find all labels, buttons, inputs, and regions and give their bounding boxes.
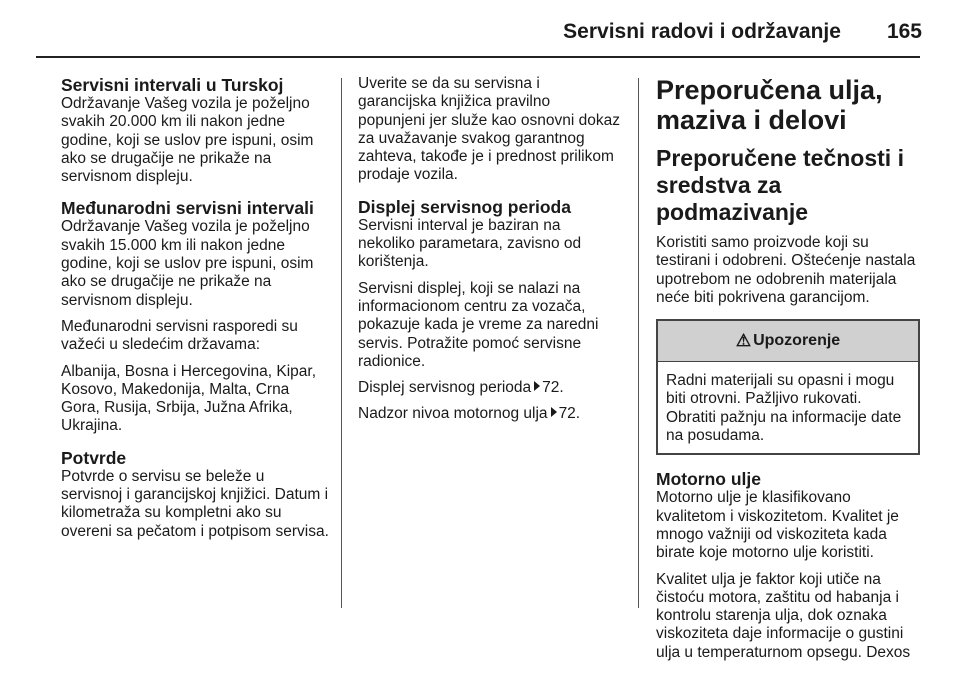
header-rule — [36, 56, 920, 58]
paragraph: Uverite se da su servisna i garancijska knjižica pravilno popunjeni jer služe kao osnovni dokaz za uvažavanje svakog garantnog zahteva, takođe je i prednost prilikom prodaje vozila. — [358, 75, 620, 184]
paragraph: Potvrde o servisu se beleže u servisnoj i garancijskoj knjižici. Datum i kilometraža su kompletni ako su overeni sa pečatom i potpisom servisa. — [61, 467, 329, 540]
page-header — [563, 20, 922, 44]
paragraph: Održavanje Vašeg vozila je poželjno svakih 15.000 km ili nakon jedne godine, koji se uslov pre ispuni, osim ako se drugačije ne prikaže na servisnom displeju. — [61, 218, 314, 309]
chapter-heading: Preporučena ulja, maziva i delovi — [656, 75, 883, 135]
warning-header — [658, 321, 918, 362]
section-confirmations — [61, 448, 329, 541]
header-title: Servisni radovi i održavanje — [563, 20, 841, 43]
reference-text: Nadzor nivoa motornog ulja — [358, 405, 548, 423]
column-3 — [656, 75, 920, 674]
column-divider — [341, 78, 342, 608]
section-heading: Displej servisnog perioda — [358, 196, 571, 217]
page-reference: 72. — [542, 379, 564, 397]
subchapter-heading: Preporučene tečnosti i sredstva za podmazivanje — [656, 145, 904, 225]
warning-title: Upozorenje — [753, 332, 841, 350]
warning-box — [656, 319, 920, 455]
warning-body: Radni materijali su opasni i mogu biti otrovni. Pažljivo rukovati. Obratiti pažnju na informacije date na posudama. — [666, 372, 902, 445]
paragraph: Motorno ulje je klasifikovano kvalitetom i viskozitetom. Kvalitet je mnogo važniji od viskoziteta kada birate koje motorno ulje koristiti. — [656, 489, 899, 562]
cross-reference — [358, 379, 620, 397]
page-reference: 72. — [558, 405, 581, 423]
triangle-arrow-icon — [551, 407, 557, 417]
section-heading: Potvrde — [61, 447, 127, 468]
section-international-intervals — [61, 198, 329, 435]
column-divider — [638, 78, 639, 608]
column-1 — [61, 75, 329, 553]
page-number: 165 — [886, 20, 922, 43]
section-service-display — [358, 197, 620, 424]
section-engine-oil — [656, 469, 920, 662]
section-heading: Međunarodni servisni intervali — [61, 198, 314, 219]
warning-triangle-icon: ⚠ — [735, 331, 752, 351]
section-heading: Motorno ulje — [656, 469, 761, 490]
cross-reference — [358, 405, 620, 423]
column-2 — [358, 75, 620, 436]
section-heading: Servisni intervali u Turskoj — [61, 75, 284, 95]
reference-text: Displej servisnog perioda — [358, 379, 532, 397]
triangle-arrow-icon — [534, 381, 540, 391]
paragraph: Servisni displej, koji se nalazi na informacionom centru za vozača, pokazuje kada je vreme za naredni servis. Potražite pomoć servisne radionice. — [358, 279, 599, 370]
paragraph: Albanija, Bosna i Hercegovina, Kipar, Kosovo, Makedonija, Malta, Crna Gora, Rusija, Srbija, Južna Afrika, Ukrajina. — [61, 362, 317, 435]
paragraph: Međunarodni servisni rasporedi su važeći u sledećim državama: — [61, 317, 298, 354]
paragraph: Koristiti samo proizvode koji su testirani i odobreni. Oštećenje nastala upotrebom ne odobrenih materijala neće biti pokrivena garancijom. — [656, 234, 916, 306]
paragraph: Kvalitet ulja je faktor koji utiče na čistoću motora, zaštitu od habanja i kontrolu starenja ulja, dok oznaka viskoziteta daje informacije o gustini ulja u temperaturnom opsegu. Dexos — [656, 570, 911, 661]
paragraph: Održavanje Vašeg vozila je poželjno svakih 20.000 km ili nakon jedne godine, koji se uslov pre ispuni, osim ako se drugačije ne prikaže na servisnom displeju. — [61, 95, 314, 186]
section-turkey-intervals — [61, 75, 329, 186]
paragraph: Servisni interval je baziran na nekoliko parametara, zavisno od korištenja. — [358, 216, 582, 271]
